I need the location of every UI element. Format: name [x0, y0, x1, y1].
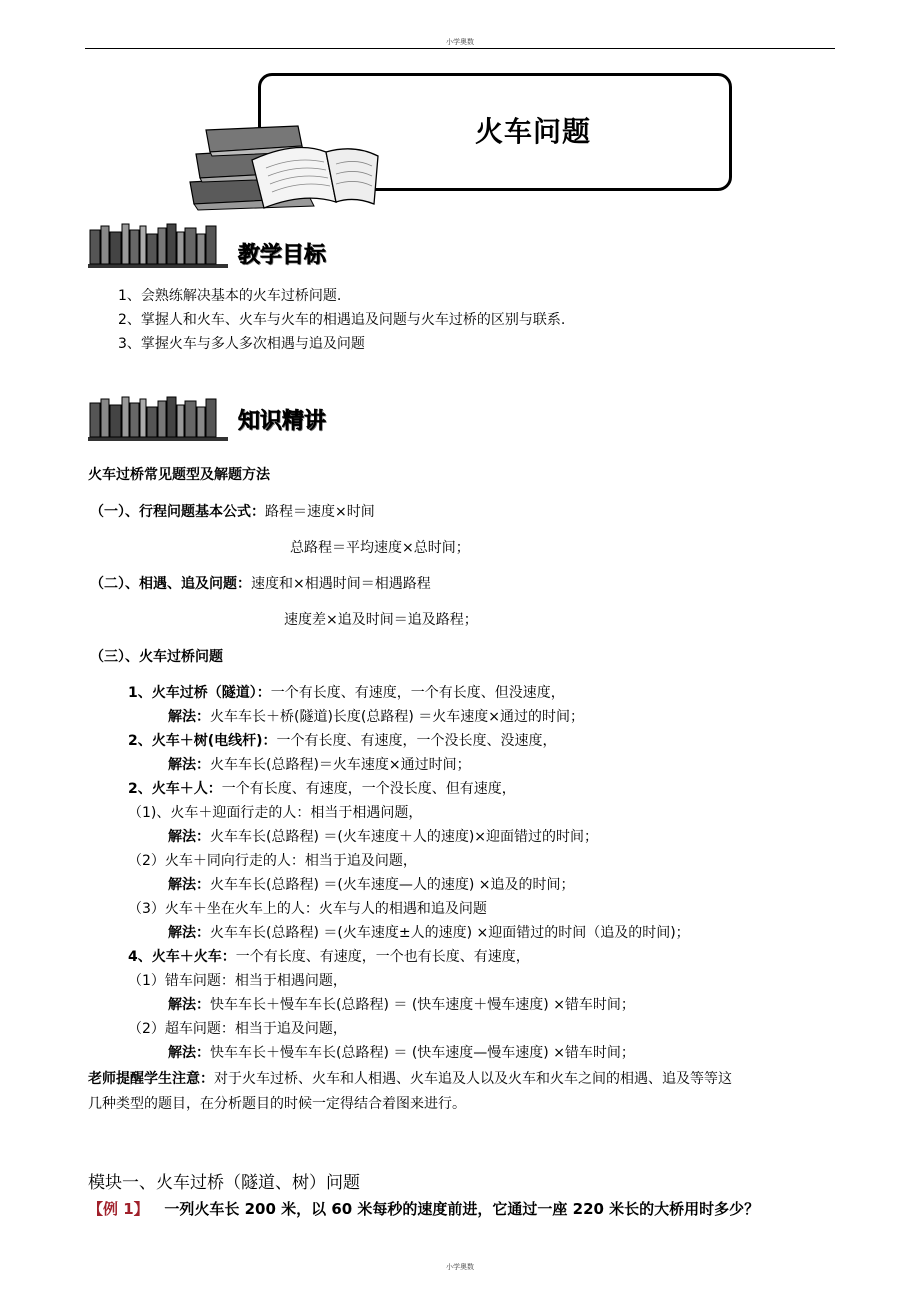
formula-1-text2: 总路程＝平均速度×总时间； — [290, 540, 470, 556]
teacher-note-label: 老师提醒学生注意： — [88, 1071, 214, 1087]
solution-text: 快车车长＋慢车车长(总路程) ＝ (快车速度＋慢车速度) ×错车时间； — [210, 997, 635, 1013]
case-2-solution — [168, 756, 471, 774]
solution-text: 火车车长(总路程)＝火车速度×通过时间； — [210, 757, 471, 773]
case-2-text: 一个有长度、有速度，一个没长度、没速度， — [276, 733, 557, 749]
solution-label: 解法： — [168, 925, 210, 941]
teacher-note-continued: 几种类型的题目，在分析题目的时候一定得结合着图来进行。 — [88, 1096, 466, 1112]
example-1 — [88, 1198, 759, 1219]
case-1-solution — [168, 708, 584, 726]
teacher-note — [88, 1070, 732, 1088]
case-4-label: 4、火车＋火车： — [128, 949, 236, 965]
case-3-label: 2、火车＋人： — [128, 781, 222, 797]
section-title-knowledge: 知识精讲 — [238, 409, 327, 434]
solution-label: 解法： — [168, 709, 210, 725]
page-footer: 小学奥数 — [446, 1263, 474, 1271]
formula-1-text: 路程＝速度×时间 — [265, 504, 375, 520]
teacher-note-text: 对于火车过桥、火车和人相遇、火车追及人以及火车和火车之间的相遇、追及等等这 — [214, 1071, 732, 1087]
content-subtitle: 火车过桥常见题型及解题方法 — [88, 467, 270, 483]
case-4b: （2）超车问题：相当于追及问题， — [128, 1021, 347, 1037]
page-title: 火车问题 — [474, 115, 591, 148]
case-3b: （2）火车＋同向行走的人：相当于追及问题， — [128, 853, 417, 869]
solution-label: 解法： — [168, 997, 210, 1013]
page-header: 小学奥数 — [446, 38, 474, 46]
solution-text: 火车车长＋桥(隧道)长度(总路程) ＝火车速度×通过的时间； — [210, 709, 585, 725]
goal-item: 1、会熟练解决基本的火车过桥问题. — [118, 288, 342, 304]
case-3a: （1)、火车＋迎面行走的人：相当于相遇问题， — [128, 805, 423, 821]
module-heading: 模块一、火车过桥（隧道、树）问题 — [88, 1173, 360, 1193]
case-3 — [128, 780, 516, 798]
case-4b-solution — [168, 1044, 635, 1062]
formula-1 — [90, 503, 375, 521]
goal-item: 3、掌握火车与多人多次相遇与追及问题 — [118, 336, 365, 352]
section-title-goals: 教学目标 — [238, 243, 327, 268]
formula-3-label: （三）、火车过桥问题 — [90, 649, 223, 665]
formula-2-text2: 速度差×追及时间＝追及路程； — [284, 612, 478, 628]
example-text: 一列火车长 200 米，以 60 米每秒的速度前进，它通过一座 220 米长的大桥用时多少？ — [164, 1200, 760, 1218]
case-1-label: 1、火车过桥（隧道）： — [128, 685, 271, 701]
case-1-text: 一个有长度、有速度，一个有长度、但没速度， — [270, 685, 565, 701]
case-3c: （3）火车＋坐在火车上的人：火车与人的相遇和追及问题 — [128, 901, 487, 917]
formula-1-label: （一）、行程问题基本公式： — [90, 504, 265, 520]
solution-label: 解法： — [168, 877, 210, 893]
goal-item: 2、掌握人和火车、火车与火车的相遇追及问题与火车过桥的区别与联系. — [118, 312, 566, 328]
case-4-text: 一个有长度、有速度，一个也有长度、有速度， — [235, 949, 530, 965]
solution-label: 解法： — [168, 757, 210, 773]
example-tag: 【例 1】 — [88, 1200, 149, 1218]
solution-label: 解法： — [168, 829, 210, 845]
formula-2-label: （二）、相遇、追及问题： — [90, 576, 251, 592]
case-3a-solution — [168, 828, 598, 846]
case-3c-solution — [168, 924, 690, 942]
solution-text: 快车车长＋慢车车长(总路程) ＝ (快车速度—慢车速度) ×错车时间； — [210, 1045, 635, 1061]
case-2-label: 2、火车＋树(电线杆)： — [128, 733, 277, 749]
solution-label: 解法： — [168, 1045, 210, 1061]
case-4a: （1）错车问题：相当于相遇问题， — [128, 973, 347, 989]
solution-text: 火车车长(总路程) ＝(火车速度＋人的速度)×迎面错过的时间； — [210, 829, 599, 845]
bookshelf-icon — [88, 220, 228, 274]
case-2 — [128, 732, 557, 750]
case-1 — [128, 684, 565, 702]
case-4a-solution — [168, 996, 635, 1014]
formula-2-text: 速度和×相遇时间＝相遇路程 — [251, 576, 431, 592]
formula-2 — [90, 575, 431, 593]
case-3-text: 一个有长度、有速度，一个没长度、但有速度， — [221, 781, 516, 797]
case-3b-solution — [168, 876, 574, 894]
bookshelf-icon — [88, 393, 228, 447]
case-4 — [128, 948, 530, 966]
solution-text: 火车车长(总路程) ＝(火车速度±人的速度) ×迎面错过的时间（追及的时间)； — [210, 925, 690, 941]
solution-text: 火车车长(总路程) ＝(火车速度—人的速度) ×追及的时间； — [210, 877, 575, 893]
header-rule — [85, 48, 835, 49]
